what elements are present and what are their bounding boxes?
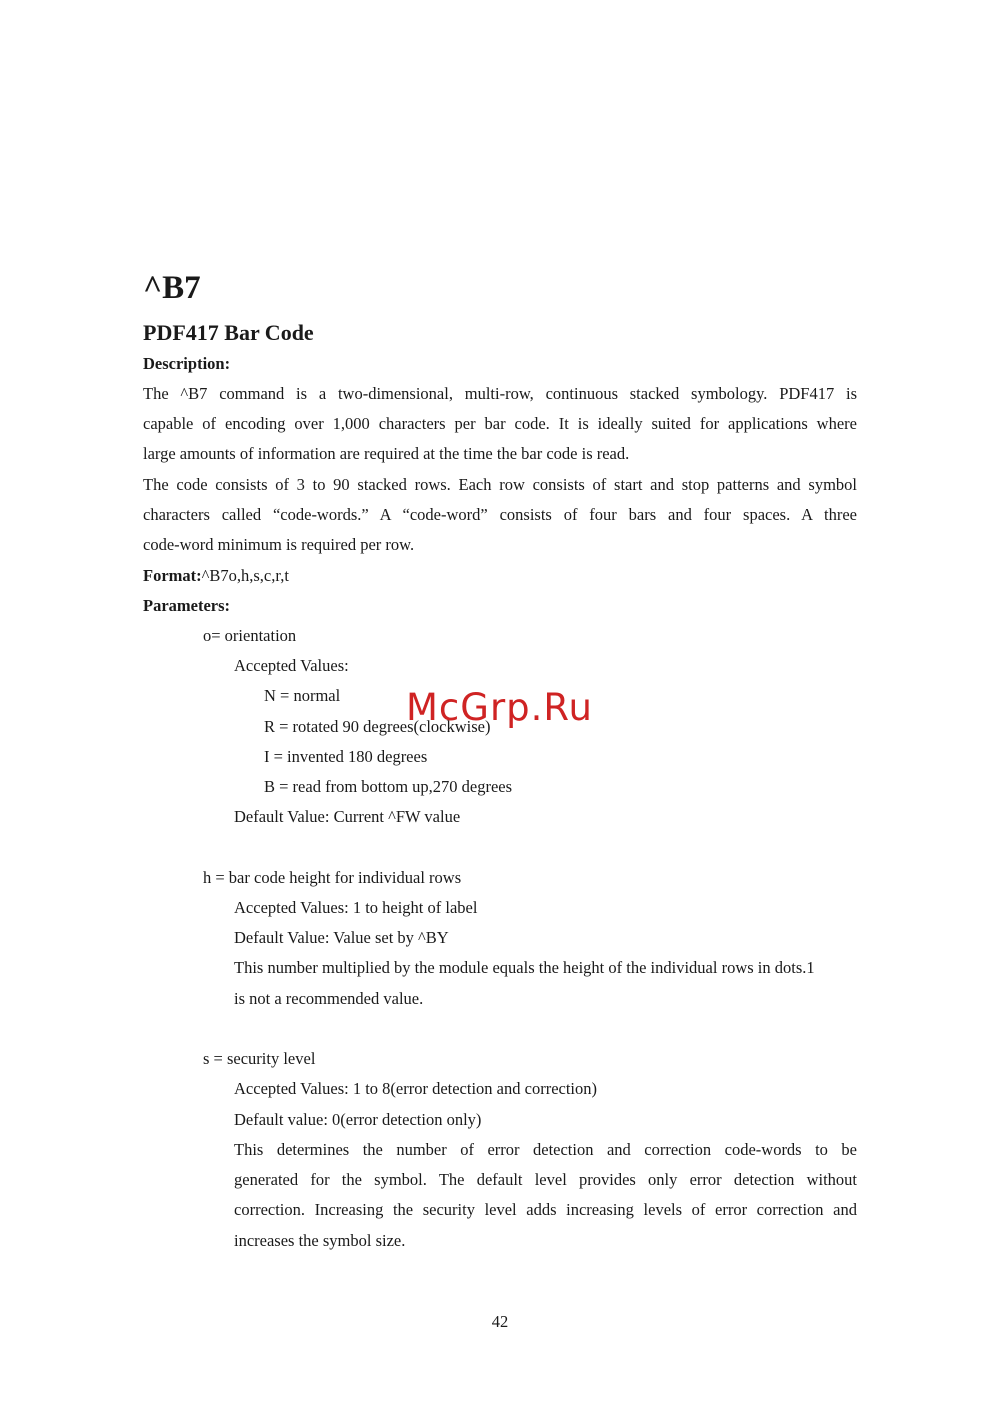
param-s-note: correction. Increasing the security level adds increasing levels of error correction and (234, 1200, 857, 1219)
param-s-note: increases the symbol size. (234, 1231, 406, 1250)
param-h-default: Default Value: Value set by ^BY (234, 928, 449, 947)
description-line: characters called “code-words.” A “code-word” consists of four bars and four spaces. A three (143, 505, 857, 524)
param-s-default: Default value: 0(error detection only) (234, 1110, 482, 1129)
command-subheading: PDF417 Bar Code (143, 320, 314, 345)
param-o-value: I = invented 180 degrees (264, 747, 428, 766)
description-label: Description: (143, 354, 231, 373)
param-o-default: Default Value: Current ^FW value (234, 807, 461, 826)
command-heading: ^B7 (143, 270, 201, 306)
parameters-label: Parameters: (143, 596, 231, 615)
description-line: capable of encoding over 1,000 characters per bar code. It is ideally suited for applications where (143, 414, 857, 433)
param-o-value: R = rotated 90 degrees(clockwise) (264, 717, 491, 736)
param-h-title: h = bar code height for individual rows (203, 868, 462, 887)
format-label: Format: (143, 566, 202, 585)
description-line: large amounts of information are required at the time the bar code is read. (143, 444, 630, 463)
param-h-note: This number multiplied by the module equals the height of the individual rows in dots.1 (234, 958, 815, 977)
param-s-note: This determines the number of error detection and correction code-words to be (234, 1140, 857, 1159)
site-watermark: McGrp.Ru (406, 686, 593, 729)
param-h-accepted: Accepted Values: 1 to height of label (234, 898, 478, 917)
param-s-accepted: Accepted Values: 1 to 8(error detection and correction) (234, 1079, 597, 1098)
param-h-note: is not a recommended value. (234, 989, 424, 1008)
description-line: The ^B7 command is a two-dimensional, multi-row, continuous stacked symbology. PDF417 is (143, 384, 857, 403)
format-row (143, 561, 289, 591)
param-s-title: s = security level (203, 1049, 316, 1068)
description-line: The code consists of 3 to 90 stacked rows. Each row consists of start and stop patterns and symbol (143, 475, 857, 494)
description-line: code-word minimum is required per row. (143, 535, 415, 554)
param-o-value: N = normal (264, 686, 341, 705)
page-number: 42 (491, 1312, 509, 1331)
format-value: ^B7o,h,s,c,r,t (201, 566, 289, 585)
param-o-value: B = read from bottom up,270 degrees (264, 777, 513, 796)
param-o-accepted: Accepted Values: (234, 656, 349, 675)
param-o-title: o= orientation (203, 626, 297, 645)
param-s-note: generated for the symbol. The default level provides only error detection without (234, 1170, 857, 1189)
